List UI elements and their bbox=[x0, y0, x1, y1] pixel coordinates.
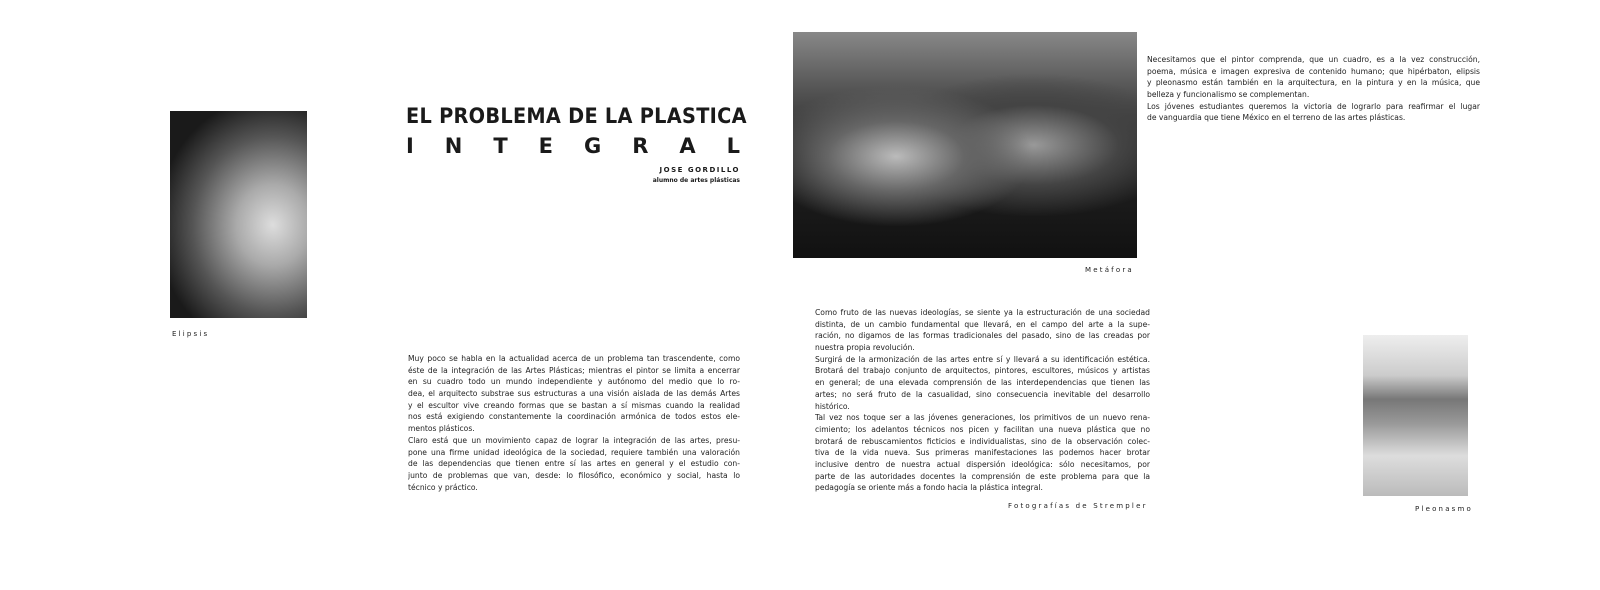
text-line: pone una firme unidad ideológica de la sociedad, requiere también una valoración bbox=[408, 447, 740, 457]
title-letter: T bbox=[493, 134, 508, 158]
text-column-left bbox=[408, 353, 740, 493]
text-line: belleza y funcionalismo se complementan. bbox=[1147, 90, 1310, 100]
title-letter: I bbox=[406, 134, 414, 158]
text-line: dea, el arquitecto substrae sus estructuras a una visión aislada de las demás Artes bbox=[408, 389, 740, 399]
text-line: y pleonasmo están también en la arquitectura, en la pintura y en la música, que bbox=[1147, 78, 1480, 88]
text-line: pedagogía se oriente más a fondo hacia la plástica integral. bbox=[815, 483, 1043, 493]
text-line: Muy poco se habla en la actualidad acerca de un problema tan trascendente, como bbox=[408, 354, 740, 363]
text-line: técnico y práctico. bbox=[408, 482, 478, 492]
photo-crowd-metafora bbox=[793, 32, 1137, 258]
text-line: Brotará del trabajo conjunto de arquitectos, pintores, escultores, músicos y artistas bbox=[815, 366, 1150, 376]
text-line: ración, no digamos de las formas tradicionales del pasado, sino de las creadas por bbox=[815, 331, 1150, 341]
article-title: EL PROBLEMA DE LA PLASTICA bbox=[406, 104, 747, 128]
caption-elipsis: Elipsis bbox=[172, 330, 210, 338]
text-line: brotará de rebuscamientos ficticios e individualistas, sino de la observación colec- bbox=[815, 436, 1150, 446]
text-line: Surgirá de la armonización de las artes entre sí y llevará a su identificación estética. bbox=[815, 354, 1150, 364]
text-column-middle bbox=[815, 307, 1150, 494]
text-line: distinta, de un cambio fundamental que llevará, en el campo del arte a la supe- bbox=[815, 319, 1150, 329]
text-line: Tal vez nos toque ser a las jóvenes generaciones, los primitivos de un nuevo rena- bbox=[815, 413, 1150, 423]
text-line: tiva de la vida nueva. Sus primeras manifestaciones las podemos hacer brotar bbox=[815, 448, 1150, 458]
title-letter: A bbox=[679, 134, 696, 158]
title-letter: E bbox=[538, 134, 553, 158]
text-line: éste de la integración de las Artes Plásticas; mientras el pintor se limita a encerrar bbox=[408, 365, 740, 375]
author-role: alumno de artes plásticas bbox=[652, 177, 740, 184]
text-line: en general; de una elevada comprensión de las interdependencias que tienen las bbox=[815, 378, 1150, 388]
text-line: Claro está que un movimiento capaz de lograr la integración de las artes, presu- bbox=[408, 435, 740, 445]
photo-face-elipsis bbox=[170, 111, 307, 318]
text-line: nos está exigiendo constantemente la coordinación armónica de todos estos ele- bbox=[408, 412, 740, 422]
text-line: poema, música e imagen expresiva de contenido humano; que hipérbaton, elipsis bbox=[1147, 66, 1480, 76]
article-title-spaced bbox=[406, 134, 740, 158]
text-line: parte de las autoridades docentes la comprensión de este problema para que la bbox=[815, 471, 1150, 481]
text-line: artes; no será fruto de la casualidad, sino consecuencia inevitable del desarrollo bbox=[815, 389, 1150, 399]
text-line: nuestra propia revolución. bbox=[815, 343, 915, 353]
text-line: mentos plásticos. bbox=[408, 424, 475, 434]
text-line: de las dependencias que tienen entre sí las artes en general y el estudio con- bbox=[408, 459, 740, 469]
text-line: junto de problemas que van, desde: lo filosófico, económico y social, hasta lo bbox=[408, 470, 740, 480]
text-column-right bbox=[1147, 54, 1480, 124]
title-letter: G bbox=[583, 134, 602, 158]
text-line: en su cuadro todo un mundo independiente y autónomo del medio que lo ro- bbox=[408, 377, 740, 387]
text-line: Como fruto de las nuevas ideologías, se siente ya la estructuración de una sociedad bbox=[815, 308, 1150, 317]
text-line: cimiento; los adelantos técnicos nos picen y facilitan una nueva plástica que no bbox=[815, 424, 1150, 434]
photo-credits: Fotografías de Strempler bbox=[1008, 502, 1148, 510]
text-line: histórico. bbox=[815, 401, 850, 411]
caption-pleonasmo: Pleonasmo bbox=[1415, 505, 1474, 513]
author-name: JOSE GORDILLO bbox=[659, 166, 740, 174]
text-line: de vanguardia que tiene México en el terreno de las artes plásticas. bbox=[1147, 113, 1406, 123]
text-line: Necesitamos que el pintor comprenda, que un cuadro, es a la vez construcción, bbox=[1147, 55, 1480, 64]
text-line: y el escultor vive creando formas que se bastan a sí mismas cuando la realidad bbox=[408, 400, 740, 410]
title-letter: R bbox=[632, 134, 649, 158]
photo-street-pleonasmo bbox=[1363, 335, 1468, 496]
title-letter: N bbox=[444, 134, 463, 158]
caption-metafora: Metáfora bbox=[1085, 266, 1134, 274]
title-letter: L bbox=[726, 134, 740, 158]
text-line: inclusive dentro de nuestra actual dispersión ideológica: sólo necesitamos, por bbox=[815, 459, 1150, 469]
text-line: Los jóvenes estudiantes queremos la victoria de lograrlo para reafirmar el lugar bbox=[1147, 101, 1480, 111]
